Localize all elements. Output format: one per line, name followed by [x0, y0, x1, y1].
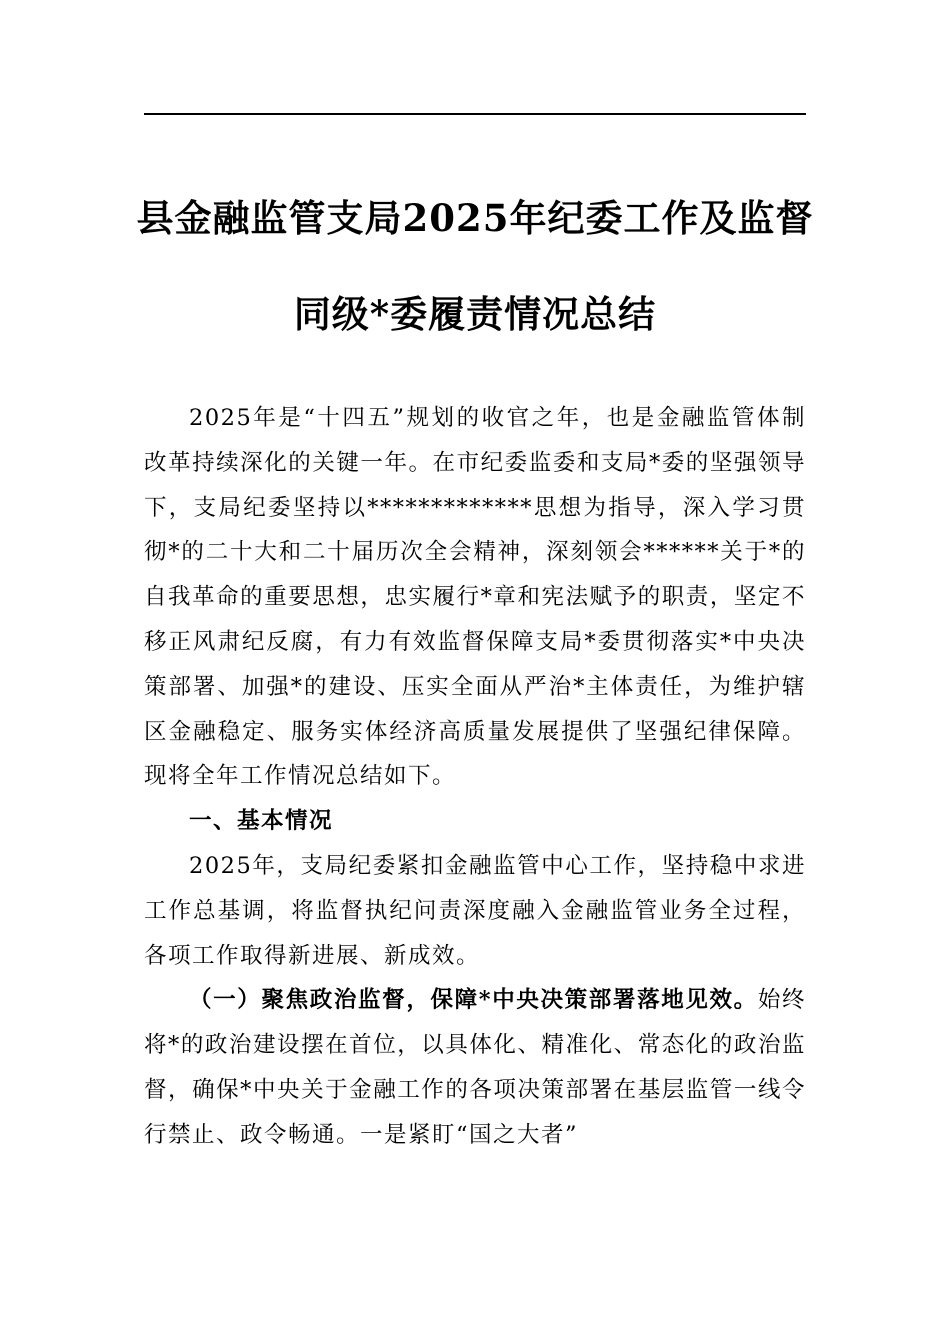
section-paragraph: 2025年，支局纪委紧扣金融监管中心工作，坚持稳中求进工作总基调，将监督执纪问责深度融入金融监管业务全过程，各项工作取得新进展、新成效。 [144, 852, 806, 969]
subsection-paragraph [144, 978, 806, 1157]
section-heading-basic-situation: 一、基本情况 [189, 808, 334, 835]
document-title: 县金融监管支局2025年纪委工作及监督同级*委履责情况总结 [136, 196, 814, 336]
intro-paragraph: 2025年是“十四五”规划的收官之年，也是金融监管体制改革持续深化的关键一年。在市纪委监委和支局*委的坚强领导下，支局纪委坚持以*************思想为指导，深入学习贯彻*的二十大和二十届历次全会精神，深刻领会******关于*的自我革命的重要思想，忠实履行*章和宪法赋予的职责，坚定不移正风肃纪反腐，有力有效监督保障支局*委贯彻落实*中央决策部署、加强*的建设、压实全面从严治*主体责任，为维护辖区金融稳定、服务实体经济高质量发展提供了坚强纪律保障。现将全年工作情况总结如下。 [144, 405, 806, 790]
document-body [144, 396, 806, 1158]
subsection-text: 始终将*的政治建设摆在首位，以具体化、精准化、常态化的政治监督，确保*中央关于金融工作的各项决策部署在基层监管一线令行禁止、政令畅通。一是紧盯“国之大者” [144, 987, 806, 1148]
subsection-heading: （一）聚焦政治监督，保障*中央决策部署落地见效。 [189, 987, 758, 1014]
header-rule [144, 113, 806, 115]
